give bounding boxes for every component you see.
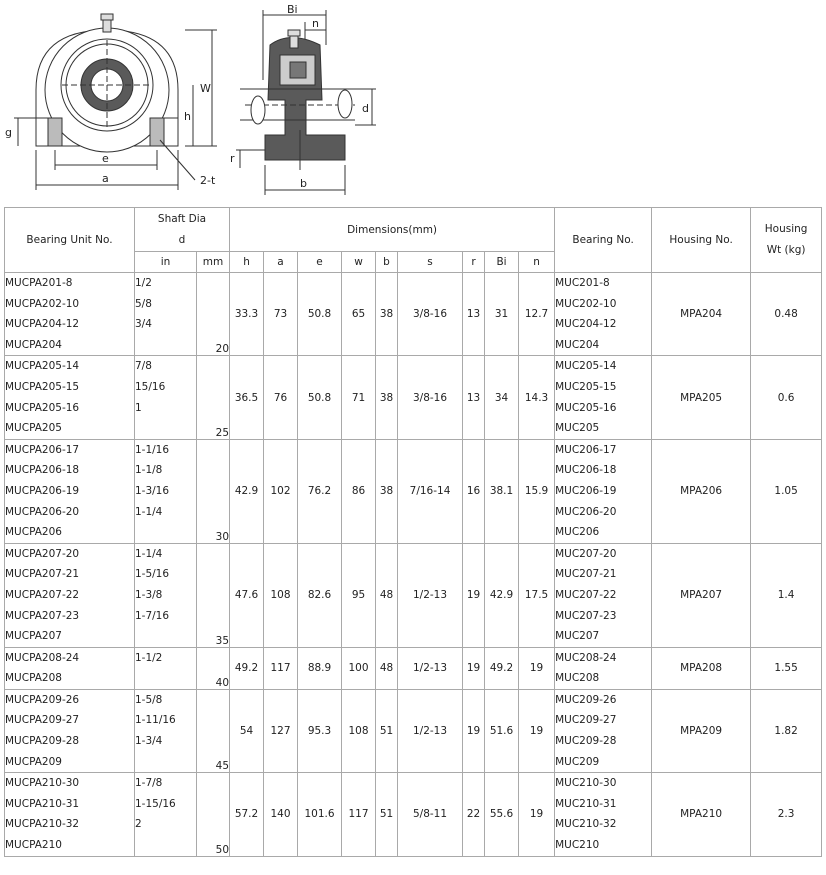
housing-no: MPA205: [652, 356, 751, 439]
dim-n: 19: [519, 689, 555, 772]
header-dim-r: r: [463, 252, 485, 273]
front-label-a: a: [102, 172, 109, 185]
shaft-inch: 1-3/8: [135, 588, 163, 601]
bearing-no: MUC209-28: [555, 735, 617, 748]
bearing-unit-no: MUCPA205-14: [5, 360, 80, 373]
shaft-inch-cell: [135, 773, 197, 856]
bearing-no: MUC210: [555, 839, 600, 852]
dim-e: 50.8: [298, 356, 342, 439]
bearing-unit-no: MUCPA204-12: [5, 318, 80, 331]
dim-b: 38: [376, 356, 398, 439]
housing-weight: 0.48: [751, 273, 822, 356]
shaft-inch: 3/4: [135, 318, 152, 331]
dim-n: 19: [519, 773, 555, 856]
spec-table: [4, 207, 822, 857]
bearing-unit-no: MUCPA208: [5, 672, 62, 685]
bearing-unit-no: MUCPA205-15: [5, 380, 80, 393]
shaft-inch: 1-1/8: [135, 464, 163, 477]
bearing-no-cell: [555, 439, 652, 543]
bearing-unit-no: MUCPA207-21: [5, 568, 80, 581]
bearing-unit-no: MUCPA209-28: [5, 735, 80, 748]
shaft-inch: 1-7/16: [135, 609, 170, 622]
housing-weight: 0.6: [751, 356, 822, 439]
shaft-inch-cell: [135, 647, 197, 689]
bearing-no: MUC209-27: [555, 714, 617, 727]
front-label-w: W: [200, 82, 211, 95]
shaft-inch: 1-5/16: [135, 568, 170, 581]
dim-bi: 42.9: [485, 543, 519, 647]
housing-no: MPA210: [652, 773, 751, 856]
dim-h: 36.5: [230, 356, 264, 439]
dim-a: 108: [264, 543, 298, 647]
dim-b: 38: [376, 273, 398, 356]
dim-s: 3/8-16: [398, 273, 463, 356]
bearing-no: MUC205: [555, 422, 600, 435]
dim-h: 42.9: [230, 439, 264, 543]
shaft-inch: 1-1/16: [135, 443, 170, 456]
bearing-unit-no: MUCPA209-27: [5, 714, 80, 727]
dim-b: 51: [376, 773, 398, 856]
bearing-no: MUC210-32: [555, 818, 617, 831]
bearing-unit-no: MUCPA202-10: [5, 297, 80, 310]
shaft-mm: 30: [197, 439, 230, 543]
header-mm: mm: [197, 252, 230, 273]
housing-no: MPA208: [652, 647, 751, 689]
bearing-unit-no: MUCPA205: [5, 422, 62, 435]
bearing-no: MUC209-26: [555, 693, 617, 706]
header-housing-wt-line2: Wt (kg): [766, 244, 806, 256]
shaft-inch: 7/8: [135, 360, 152, 373]
shaft-inch: 1-11/16: [135, 714, 176, 727]
header-shaft-dia: [135, 208, 230, 252]
dim-w: 65: [342, 273, 376, 356]
bearing-no: MUC208-24: [555, 651, 617, 664]
technical-drawing: [0, 0, 826, 205]
table-row: [5, 773, 822, 856]
bearing-no: MUC205-15: [555, 380, 617, 393]
shaft-mm: 45: [197, 689, 230, 772]
dim-a: 127: [264, 689, 298, 772]
dim-n: 17.5: [519, 543, 555, 647]
dim-r: 13: [463, 273, 485, 356]
dim-s: 3/8-16: [398, 356, 463, 439]
dim-s: 1/2-13: [398, 689, 463, 772]
bearing-unit-no: MUCPA204: [5, 338, 62, 351]
dim-n: 14.3: [519, 356, 555, 439]
bearing-unit-no: MUCPA207-23: [5, 609, 80, 622]
dim-h: 57.2: [230, 773, 264, 856]
dim-h: 47.6: [230, 543, 264, 647]
front-view-drawing: [14, 14, 217, 190]
dim-w: 100: [342, 647, 376, 689]
bearing-no-cell: [555, 689, 652, 772]
dim-r: 19: [463, 689, 485, 772]
dim-e: 82.6: [298, 543, 342, 647]
shaft-inch-cell: [135, 356, 197, 439]
table-row: [5, 543, 822, 647]
dim-e: 101.6: [298, 773, 342, 856]
header-dim-n: n: [519, 252, 555, 273]
table-row: [5, 647, 822, 689]
side-label-r: r: [230, 152, 235, 165]
dim-a: 73: [264, 273, 298, 356]
table-row: [5, 273, 822, 356]
bearing-unit-no-cell: [5, 439, 135, 543]
bearing-unit-no: MUCPA208-24: [5, 651, 80, 664]
dim-s: 7/16-14: [398, 439, 463, 543]
bearing-unit-no: MUCPA209: [5, 755, 62, 768]
bearing-unit-no-cell: [5, 689, 135, 772]
bearing-unit-no: MUCPA206-17: [5, 443, 80, 456]
bearing-no: MUC210-30: [555, 777, 617, 790]
dim-n: 15.9: [519, 439, 555, 543]
dim-a: 102: [264, 439, 298, 543]
shaft-mm: 20: [197, 273, 230, 356]
bearing-no: MUC208: [555, 672, 600, 685]
dim-w: 95: [342, 543, 376, 647]
housing-weight: 1.55: [751, 647, 822, 689]
shaft-inch: 1: [135, 401, 142, 414]
bearing-unit-no: MUCPA205-16: [5, 401, 80, 414]
table-row: [5, 689, 822, 772]
dim-r: 19: [463, 543, 485, 647]
shaft-inch: 1-3/16: [135, 484, 170, 497]
shaft-inch: 2: [135, 818, 142, 831]
shaft-mm: 25: [197, 356, 230, 439]
header-dim-e: e: [298, 252, 342, 273]
table-body: [5, 273, 822, 857]
dim-e: 88.9: [298, 647, 342, 689]
bearing-no: MUC206: [555, 526, 600, 539]
dim-h: 49.2: [230, 647, 264, 689]
bearing-unit-no: MUCPA210-30: [5, 777, 80, 790]
header-housing-wt: [751, 208, 822, 273]
bearing-unit-no: MUCPA206-19: [5, 484, 80, 497]
dim-w: 71: [342, 356, 376, 439]
side-label-bi: Bi: [287, 3, 298, 16]
bearing-no-cell: [555, 773, 652, 856]
dim-w: 86: [342, 439, 376, 543]
header-dim-h: h: [230, 252, 264, 273]
header-dim-s: s: [398, 252, 463, 273]
dim-bi: 31: [485, 273, 519, 356]
bearing-unit-no: MUCPA206-20: [5, 505, 80, 518]
dim-b: 51: [376, 689, 398, 772]
bearing-unit-no-cell: [5, 273, 135, 356]
dim-w: 108: [342, 689, 376, 772]
dim-h: 54: [230, 689, 264, 772]
bearing-unit-no: MUCPA207-22: [5, 588, 80, 601]
dim-a: 76: [264, 356, 298, 439]
shaft-mm: 40: [197, 647, 230, 689]
bearing-unit-no: MUCPA206: [5, 526, 62, 539]
shaft-inch: 1-1/4: [135, 505, 163, 518]
bearing-no: MUC207-23: [555, 609, 617, 622]
shaft-inch: 5/8: [135, 297, 152, 310]
bearing-unit-no: MUCPA210-31: [5, 797, 80, 810]
header-dim-b: b: [376, 252, 398, 273]
header-shaft-d: d: [178, 233, 186, 246]
dim-r: 22: [463, 773, 485, 856]
dim-a: 140: [264, 773, 298, 856]
dim-r: 19: [463, 647, 485, 689]
dim-e: 95.3: [298, 689, 342, 772]
shaft-inch: 1-5/8: [135, 693, 163, 706]
bearing-no-cell: [555, 543, 652, 647]
header-bearing-unit: Bearing Unit No.: [5, 208, 135, 273]
header-dim-w: w: [342, 252, 376, 273]
shaft-inch: 1-15/16: [135, 797, 176, 810]
header-dim-bi: Bi: [485, 252, 519, 273]
bearing-unit-no: MUCPA210-32: [5, 818, 80, 831]
dim-h: 33.3: [230, 273, 264, 356]
header-housing-wt-line1: Housing: [764, 223, 808, 236]
bearing-unit-no: MUCPA207: [5, 630, 62, 643]
dim-bi: 34: [485, 356, 519, 439]
dim-r: 16: [463, 439, 485, 543]
side-label-n: n: [312, 17, 319, 30]
bearing-unit-no-cell: [5, 773, 135, 856]
shaft-inch-cell: [135, 273, 197, 356]
bearing-no: MUC201-8: [555, 277, 610, 289]
header-bearing-no: Bearing No.: [555, 208, 652, 273]
side-label-b: b: [300, 177, 307, 190]
bearing-no: MUC205-14: [555, 360, 617, 373]
bearing-no-cell: [555, 647, 652, 689]
header-housing-no: Housing No.: [652, 208, 751, 273]
housing-weight: 1.82: [751, 689, 822, 772]
housing-no: MPA207: [652, 543, 751, 647]
dim-n: 12.7: [519, 273, 555, 356]
dim-r: 13: [463, 356, 485, 439]
housing-no: MPA204: [652, 273, 751, 356]
bearing-no: MUC209: [555, 755, 600, 768]
bearing-unit-no: MUCPA209-26: [5, 693, 80, 706]
header-shaft-dia-label: Shaft Dia: [157, 212, 207, 225]
bearing-no: MUC210-31: [555, 797, 617, 810]
housing-weight: 2.3: [751, 773, 822, 856]
front-label-h: h: [184, 110, 191, 123]
dim-n: 19: [519, 647, 555, 689]
bearing-no: MUC207-22: [555, 588, 617, 601]
bearing-no: MUC205-16: [555, 401, 617, 414]
bearing-unit-no: MUCPA206-18: [5, 464, 80, 477]
bearing-no: MUC202-10: [555, 297, 617, 310]
bearing-unit-no-cell: [5, 543, 135, 647]
bearing-no: MUC207-20: [555, 547, 617, 560]
bearing-unit-no-cell: [5, 647, 135, 689]
housing-weight: 1.05: [751, 439, 822, 543]
shaft-inch: 1/2: [135, 277, 152, 289]
bearing-unit-no: MUCPA210: [5, 839, 62, 852]
dim-b: 38: [376, 439, 398, 543]
table-row: [5, 356, 822, 439]
header-in: in: [135, 252, 197, 273]
dim-s: 5/8-11: [398, 773, 463, 856]
shaft-inch-cell: [135, 543, 197, 647]
bearing-no: MUC204-12: [555, 318, 617, 331]
housing-no: MPA209: [652, 689, 751, 772]
dim-bi: 49.2: [485, 647, 519, 689]
shaft-inch-cell: [135, 439, 197, 543]
shaft-inch: 1-1/2: [135, 651, 163, 664]
bearing-no: MUC206-20: [555, 505, 617, 518]
front-label-e: e: [102, 152, 109, 165]
shaft-inch: 1-7/8: [135, 777, 163, 790]
dim-a: 117: [264, 647, 298, 689]
bearing-no: MUC206-19: [555, 484, 617, 497]
front-label-bolt: 2-t: [200, 174, 216, 187]
dim-w: 117: [342, 773, 376, 856]
table-row: [5, 439, 822, 543]
bearing-no: MUC206-17: [555, 443, 617, 456]
shaft-mm: 50: [197, 773, 230, 856]
shaft-inch-cell: [135, 689, 197, 772]
dim-bi: 55.6: [485, 773, 519, 856]
bearing-unit-no-cell: [5, 356, 135, 439]
dim-b: 48: [376, 647, 398, 689]
bearing-no: MUC204: [555, 338, 600, 351]
dim-bi: 38.1: [485, 439, 519, 543]
bearing-unit-no: MUCPA201-8: [5, 277, 73, 289]
bearing-no: MUC207-21: [555, 568, 617, 581]
header-dim-a: a: [264, 252, 298, 273]
housing-no: MPA206: [652, 439, 751, 543]
shaft-mm: 35: [197, 543, 230, 647]
front-label-g: g: [5, 126, 12, 139]
dim-e: 76.2: [298, 439, 342, 543]
dim-s: 1/2-13: [398, 647, 463, 689]
housing-weight: 1.4: [751, 543, 822, 647]
dim-s: 1/2-13: [398, 543, 463, 647]
bearing-no-cell: [555, 273, 652, 356]
shaft-inch: 1-1/4: [135, 547, 163, 560]
dim-e: 50.8: [298, 273, 342, 356]
bearing-unit-no: MUCPA207-20: [5, 547, 80, 560]
dim-bi: 51.6: [485, 689, 519, 772]
bearing-no: MUC207: [555, 630, 600, 643]
shaft-inch: 15/16: [135, 380, 166, 393]
side-label-d: d: [362, 102, 369, 115]
side-view-drawing: [236, 10, 376, 195]
bearing-no-cell: [555, 356, 652, 439]
header-dimensions: Dimensions(mm): [230, 208, 555, 252]
shaft-inch: 1-3/4: [135, 735, 163, 748]
dim-b: 48: [376, 543, 398, 647]
bearing-no: MUC206-18: [555, 464, 617, 477]
